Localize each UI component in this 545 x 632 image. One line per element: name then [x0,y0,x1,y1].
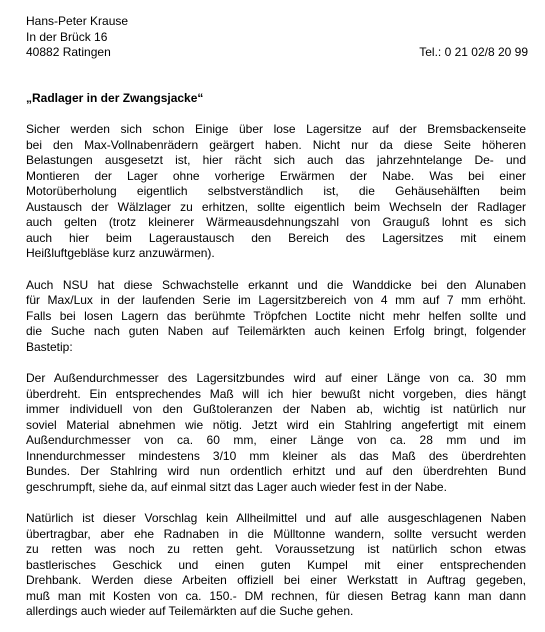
paragraph-line: Sicher werden sich schon Einige über lose Lagersitze auf der Bremsbackenseite [26,122,526,136]
paragraph-line: immer individuell von den Gußtoleranzen der Naben ab, wichtig ist natürlich nur [26,402,526,416]
article-title: „Radlager in der Zwangsjacke“ [26,90,204,105]
paragraph-line: die Suche nach guten Naben auf Teilemärkten auch keinen Erfolg bringt, folgender [26,324,526,338]
paragraph-line: Motorüberholung eigentlich selbstverständlich ist, die Gehäusehälften beim [26,184,526,198]
paragraph-line: Belastungen ausgesetzt ist, hier rächt sich auch das jahrzehntelange De- und [26,153,526,167]
paragraph [26,371,526,495]
paragraph [26,122,526,262]
paragraph-line: übertragbar, aber ehe Radnaben in die Mülltonne wandern, sollte versucht werden [26,526,526,541]
sender-name-line [26,14,526,30]
paragraph-line: muß man mit Kosten von ca. 150.- DM rechnen, für diesen Betrag kann man dann [26,588,526,603]
paragraph-line: Austausch der Wälzlager zu erhitzen, sollte eigentlich beim Wechseln der Radlager [26,199,526,214]
sender-street-line [26,30,526,46]
sender-city-line [26,45,526,61]
paragraph [26,511,526,620]
paragraph-line: überdreht. Ein entsprechendes Maß will ich hier bewußt nicht vorgeben, dies hängt [26,386,526,401]
paragraph-line: bei den Max-Vollnabenrädern geärgert haben. Nicht nur da diese Seite höheren [26,137,526,152]
paragraph-line: Heißluftgebläse kurz anzuwärmen). [26,246,215,260]
article-body [26,122,526,620]
paragraph [26,278,526,356]
sender-street: In der Brück 16 [26,29,108,44]
paragraph-line: Natürlich ist dieser Vorschlag kein Allheilmittel und auf alle ausgeschlagenen Naben [26,511,526,525]
paragraph-line: zu retten was noch zu retten geht. Voraussetzung ist natürlich schon etwas [26,542,526,556]
paragraph-line: für Max/Lux in der laufenden Serie im Lagersitzbereich von 4 mm auf 7 mm erhöht. [26,293,526,307]
letter-page [26,14,526,620]
sender-city: 40882 Ratingen [26,45,111,59]
paragraph-line: bastlerisches Geschick und einen guten Kumpel mit einer entsprechenden [26,557,526,572]
paragraph-line: allerdings auch wieder auf Teilemärkten auf die Suche gehen. [26,604,354,618]
sender-block [26,14,526,61]
paragraph-line: Bastetip: [26,339,73,354]
paragraph-line: soviel Material abnehmen wie nötig. Jetzt wird ein Stahlring angefertigt mit einem [26,417,526,432]
paragraph-line: Montieren der Lager ohne vorherige Erwärmen der Nabe. Was bei einer [26,168,526,183]
paragraph-line: Außendurchmesser von ca. 60 mm, einer Länge von ca. 28 mm und im [26,433,526,447]
sender-phone: Tel.: 0 21 02/8 20 99 [419,45,528,59]
paragraph-line: Bundes. Der Stahlring wird nun ordentlich erhitzt und auf den überdrehten Bund [26,464,526,478]
sender-name: Hans-Peter Krause [26,14,129,28]
paragraph-line: Innendurchmesser mindestens 3/10 mm kleiner als das Maß des überdrehten [26,448,526,463]
paragraph-line: Falls bei losen Lagern das berühmte Tröpfchen Loctite nicht mehr helfen sollte und [26,308,526,323]
paragraph-line: Drehbank. Werden diese Arbeiten offiziell bei einer Werkstatt in Auftrag gegeben, [26,573,526,587]
paragraph-line: auch hier beim Lageraustausch den Bereich des Lagersitzes mit einem [26,230,526,245]
paragraph-line: geschrumpft, siehe da, auf einmal sitzt das Lager auch wieder fest in der Nabe. [26,479,447,494]
paragraph-line: Auch NSU hat diese Schwachstelle erkannt und die Wanddicke bei den Alunaben [26,277,526,292]
paragraph-line: auch gelten (trotz kleinerer Wärmeausdehnungszahl von Grauguß lohnt es sich [26,215,526,229]
paragraph-line: Der Außendurchmesser des Lagersitzbundes wird auf einer Länge von ca. 30 mm [26,371,526,385]
